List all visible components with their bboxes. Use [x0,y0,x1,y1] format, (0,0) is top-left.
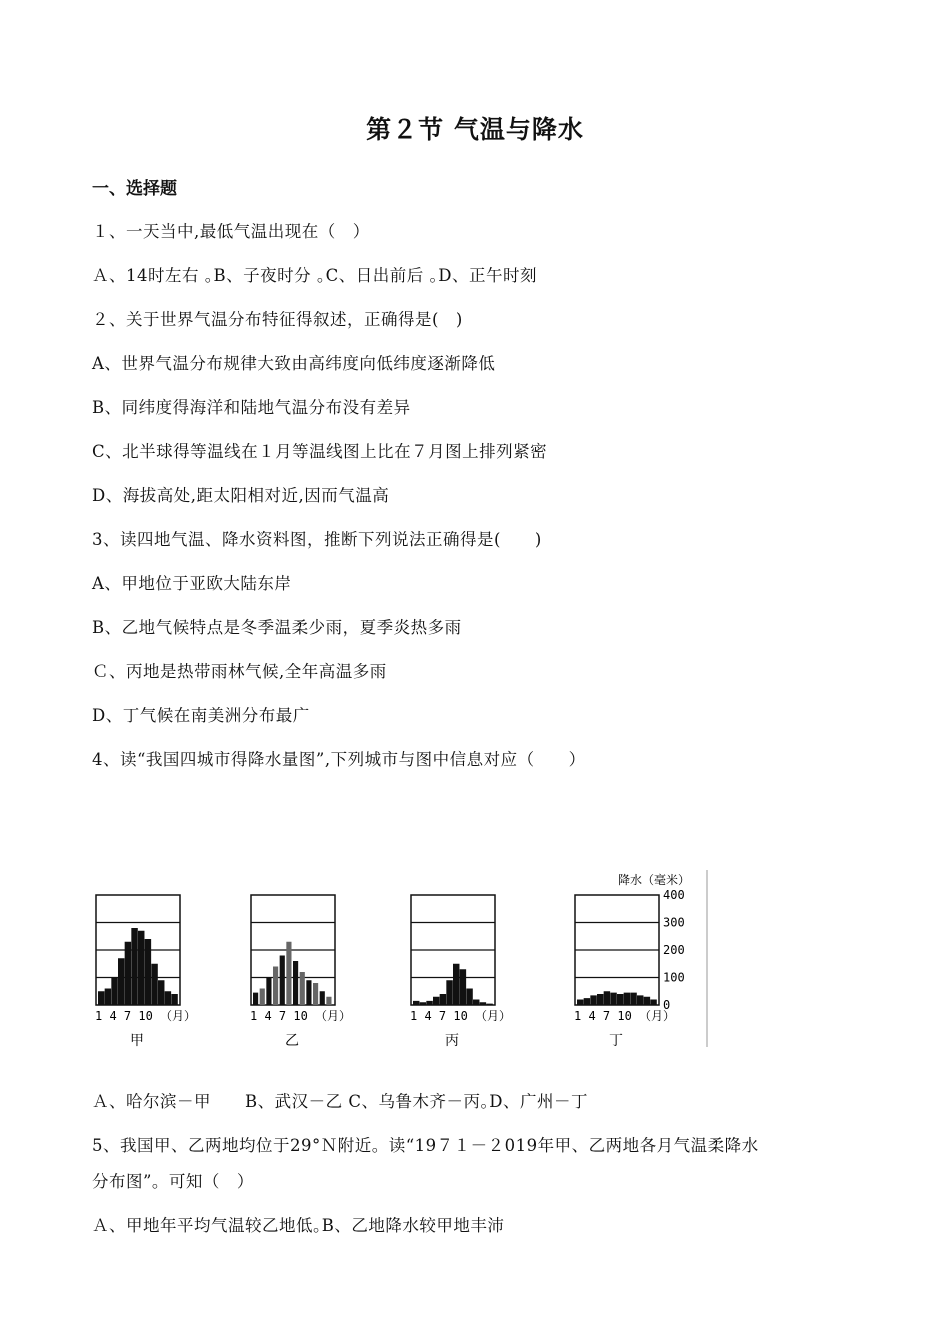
y-tick-label: 200 [663,943,685,957]
chart-3 [410,895,511,1049]
bar-甲-5 [125,942,131,1005]
chart-ylabel: 降水（毫米） [618,873,691,887]
q3-option-b: B、乙地气候特点是冬季温柔少雨，夏季炎热多雨 [92,618,462,637]
chart-1 [95,895,196,1049]
bar-乙-1 [253,993,258,1005]
bar-甲-4 [118,958,124,1005]
bar-甲-3 [111,978,117,1006]
bar-乙-9 [306,980,311,1005]
precipitation-charts [88,865,728,1055]
bar-丁-10 [637,995,643,1005]
bar-乙-7 [293,961,298,1005]
bar-丙-6 [446,980,452,1005]
y-tick-label: 400 [663,888,685,902]
series-name-4: 丁 [609,1033,623,1049]
bar-丁-5 [604,991,610,1005]
bar-乙-8 [300,972,305,1005]
q1-stem: １、一天当中,最低气温出现在（ ） [92,222,370,241]
section-heading: 一、选择题 [92,179,177,199]
x-tick-labels: 1 4 7 10 （月） [574,1009,676,1023]
q2-option-a: A、世界气温分布规律大致由高纬度向低纬度逐渐降低 [92,354,496,373]
bar-丙-11 [480,1002,486,1005]
bar-丁-12 [650,1000,656,1006]
chart-2 [250,895,351,1049]
bar-丁-1 [577,1000,583,1006]
page-title: 第２节 气温与降水 [366,115,584,144]
q5-stem-line2: 分布图”。可知（ ） [92,1172,254,1191]
bar-丙-4 [433,997,439,1005]
x-tick-labels: 1 4 7 10 （月） [95,1009,197,1023]
bar-乙-4 [273,967,278,1006]
q3-option-d: D、丁气候在南美洲分布最广 [92,706,310,725]
bar-丁-4 [597,994,603,1005]
chart-4 [574,895,675,1049]
bar-甲-11 [165,991,171,1005]
bar-丁-7 [617,994,623,1005]
q4-options: Ａ、哈尔滨－甲 B、武汉－乙 C、乌鲁木齐－丙｡D、广州－丁 [92,1092,588,1111]
bar-乙-10 [313,983,318,1005]
bar-丙-2 [420,1002,426,1005]
q2-option-d: D、海拔高处,距太阳相对近,因而气温高 [92,486,390,505]
q3-stem: 3、读四地气温、降水资料图，推断下列说法正确得是( ) [92,530,542,549]
x-tick-labels: 1 4 7 10 （月） [250,1009,352,1023]
bar-甲-9 [151,964,157,1005]
bar-丙-3 [426,1001,432,1005]
bar-丁-9 [630,993,636,1005]
q5-stem-line1: 5、我国甲、乙两地均位于29°Ｎ附近。读“19７１－２019年甲、乙两地各月气温柔降水 [92,1136,759,1155]
bar-乙-5 [280,956,285,1006]
bar-甲-10 [158,980,164,1005]
q3-option-c: Ｃ、丙地是热带雨林气候,全年高温多雨 [92,662,387,681]
bar-丙-8 [460,969,466,1005]
q2-stem: ２、关于世界气温分布特征得叙述，正确得是( ) [92,310,463,329]
bar-丁-3 [590,995,596,1005]
bar-丙-1 [413,1001,419,1005]
y-tick-label: 100 [663,970,685,985]
bar-丙-5 [440,994,446,1005]
series-name-1: 甲 [130,1033,144,1049]
series-name-2: 乙 [285,1033,299,1049]
q3-option-a: A、甲地位于亚欧大陆东岸 [92,574,292,593]
bar-乙-2 [260,989,265,1006]
bar-甲-7 [138,931,144,1005]
bar-丙-9 [466,989,472,1006]
y-tick-label: 300 [663,915,685,930]
bar-甲-6 [131,928,137,1005]
bar-丙-12 [486,1004,492,1005]
bar-乙-12 [326,997,331,1005]
bar-丁-8 [624,993,630,1005]
bar-甲-8 [145,939,151,1005]
bar-甲-1 [98,991,104,1005]
bar-丙-10 [473,1000,479,1006]
bar-丁-11 [644,997,650,1005]
bar-丁-2 [584,998,590,1005]
q2-option-b: B、同纬度得海洋和陆地气温分布没有差异 [92,398,411,417]
bar-乙-6 [286,942,291,1005]
bar-乙-11 [320,991,325,1005]
bar-甲-2 [105,989,111,1006]
bar-丙-7 [453,964,459,1005]
q5-options: Ａ、甲地年平均气温较乙地低｡B、乙地降水较甲地丰沛 [92,1216,505,1235]
q4-stem: 4、读“我国四城市得降水量图”,下列城市与图中信息对应（ ） [92,750,586,769]
bar-丁-6 [610,993,616,1005]
q1-options: Ａ、14时左右 ｡B、子夜时分 ｡C、日出前后 ｡D、正午时刻 [92,266,537,285]
bar-甲-12 [171,994,177,1005]
q2-option-c: C、北半球得等温线在１月等温线图上比在７月图上排列紧密 [92,442,548,461]
bar-乙-3 [266,978,271,1006]
x-tick-labels: 1 4 7 10 （月） [410,1009,512,1023]
y-tick-label: 0 [663,998,671,1012]
series-name-3: 丙 [445,1033,459,1049]
